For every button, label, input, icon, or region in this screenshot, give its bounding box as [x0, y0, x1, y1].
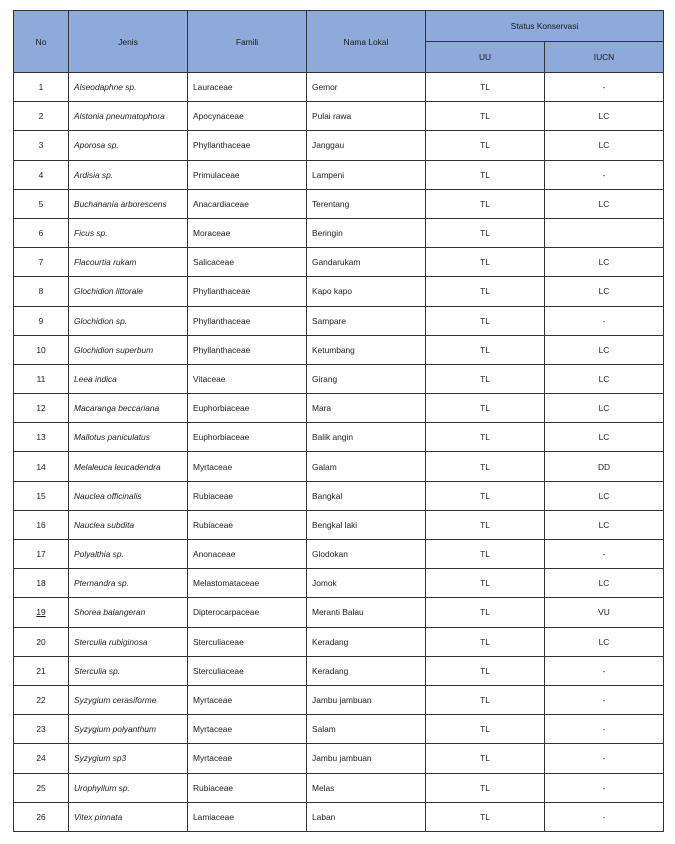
cell-iucn: DD	[545, 452, 664, 481]
table-row	[14, 802, 664, 831]
table-row	[14, 685, 664, 714]
header-no: No	[14, 11, 69, 73]
cell-uu: TL	[426, 598, 545, 627]
cell-jenis: Alstonia pneumatophora	[69, 102, 188, 131]
cell-nama-lokal: Pulai rawa	[307, 102, 426, 131]
cell-jenis: Flacourtia rukam	[69, 248, 188, 277]
table-row	[14, 306, 664, 335]
cell-iucn: LC	[545, 102, 664, 131]
cell-uu: TL	[426, 452, 545, 481]
cell-iucn: LC	[545, 569, 664, 598]
cell-famili: Phyllanthaceae	[188, 277, 307, 306]
cell-famili: Anacardiaceae	[188, 189, 307, 218]
cell-no: 6	[14, 218, 69, 247]
cell-famili: Euphorbiaceae	[188, 423, 307, 452]
cell-no: 11	[14, 364, 69, 393]
cell-jenis: Sterculia sp.	[69, 656, 188, 685]
table-row	[14, 452, 664, 481]
table-row	[14, 540, 664, 569]
cell-uu: TL	[426, 189, 545, 218]
cell-jenis: Melaleuca leucadendra	[69, 452, 188, 481]
cell-jenis: Polyalthia sp.	[69, 540, 188, 569]
cell-jenis: Shorea balangeran	[69, 598, 188, 627]
cell-no: 26	[14, 802, 69, 831]
table-row	[14, 131, 664, 160]
cell-iucn: LC	[545, 189, 664, 218]
cell-nama-lokal: Terentang	[307, 189, 426, 218]
table-row	[14, 335, 664, 364]
cell-jenis: Leea indica	[69, 364, 188, 393]
header-iucn: IUCN	[545, 42, 664, 73]
cell-no: 7	[14, 248, 69, 277]
cell-iucn: -	[545, 685, 664, 714]
cell-famili: Lamiaceae	[188, 802, 307, 831]
cell-iucn: LC	[545, 364, 664, 393]
cell-famili: Phyllanthaceae	[188, 131, 307, 160]
cell-no: 22	[14, 685, 69, 714]
cell-nama-lokal: Jambu jambuan	[307, 744, 426, 773]
table-row	[14, 248, 664, 277]
cell-iucn: LC	[545, 394, 664, 423]
cell-famili: Rubiaceae	[188, 481, 307, 510]
cell-jenis: Syzygium cerasiforme	[69, 685, 188, 714]
cell-uu: TL	[426, 510, 545, 539]
cell-iucn: LC	[545, 248, 664, 277]
header-uu: UU	[426, 42, 545, 73]
table-row	[14, 218, 664, 247]
cell-famili: Rubiaceae	[188, 510, 307, 539]
table-body	[14, 73, 664, 832]
cell-jenis: Mallotus paniculatus	[69, 423, 188, 452]
table-row	[14, 510, 664, 539]
cell-uu: TL	[426, 540, 545, 569]
cell-uu: TL	[426, 335, 545, 364]
cell-nama-lokal: Sampare	[307, 306, 426, 335]
cell-no: 19	[14, 598, 69, 627]
cell-iucn: LC	[545, 131, 664, 160]
cell-jenis: Ficus sp.	[69, 218, 188, 247]
cell-nama-lokal: Kapo kapo	[307, 277, 426, 306]
cell-uu: TL	[426, 569, 545, 598]
table-row	[14, 656, 664, 685]
cell-jenis: Nauclea officinalis	[69, 481, 188, 510]
cell-uu: TL	[426, 364, 545, 393]
table-row	[14, 364, 664, 393]
cell-no: 15	[14, 481, 69, 510]
table-row	[14, 715, 664, 744]
cell-famili: Euphorbiaceae	[188, 394, 307, 423]
table-row	[14, 102, 664, 131]
cell-iucn: VU	[545, 598, 664, 627]
cell-iucn: -	[545, 715, 664, 744]
cell-iucn: -	[545, 802, 664, 831]
cell-uu: TL	[426, 481, 545, 510]
table-row	[14, 481, 664, 510]
cell-famili: Apocynaceae	[188, 102, 307, 131]
cell-no: 5	[14, 189, 69, 218]
cell-famili: Myrtaceae	[188, 452, 307, 481]
cell-no: 12	[14, 394, 69, 423]
cell-nama-lokal: Keradang	[307, 627, 426, 656]
cell-nama-lokal: Melas	[307, 773, 426, 802]
cell-no: 14	[14, 452, 69, 481]
cell-nama-lokal: Bengkal laki	[307, 510, 426, 539]
cell-famili: Anonaceae	[188, 540, 307, 569]
cell-uu: TL	[426, 160, 545, 189]
cell-no: 24	[14, 744, 69, 773]
cell-iucn: -	[545, 744, 664, 773]
cell-uu: TL	[426, 715, 545, 744]
table-row	[14, 160, 664, 189]
cell-uu: TL	[426, 248, 545, 277]
cell-iucn: -	[545, 656, 664, 685]
cell-famili: Salicaceae	[188, 248, 307, 277]
cell-nama-lokal: Balik angin	[307, 423, 426, 452]
cell-uu: TL	[426, 802, 545, 831]
cell-no: 21	[14, 656, 69, 685]
cell-iucn: LC	[545, 510, 664, 539]
table-row	[14, 627, 664, 656]
cell-jenis: Macaranga beccariana	[69, 394, 188, 423]
cell-uu: TL	[426, 102, 545, 131]
cell-jenis: Pternandra sp.	[69, 569, 188, 598]
cell-nama-lokal: Gandarukam	[307, 248, 426, 277]
cell-jenis: Glochidion superbum	[69, 335, 188, 364]
cell-jenis: Nauclea subdita	[69, 510, 188, 539]
table-row	[14, 73, 664, 102]
cell-nama-lokal: Keradang	[307, 656, 426, 685]
cell-uu: TL	[426, 277, 545, 306]
cell-no: 25	[14, 773, 69, 802]
cell-iucn: LC	[545, 277, 664, 306]
cell-nama-lokal: Gemor	[307, 73, 426, 102]
header-jenis: Jenis	[69, 11, 188, 73]
table-row	[14, 598, 664, 627]
cell-no: 23	[14, 715, 69, 744]
cell-nama-lokal: Lampeni	[307, 160, 426, 189]
cell-uu: TL	[426, 744, 545, 773]
cell-no: 2	[14, 102, 69, 131]
cell-iucn: LC	[545, 627, 664, 656]
cell-famili: Sterculiaceae	[188, 627, 307, 656]
cell-jenis: Syzygium polyanthum	[69, 715, 188, 744]
table-row	[14, 744, 664, 773]
cell-famili: Phyllanthaceae	[188, 335, 307, 364]
cell-uu: TL	[426, 656, 545, 685]
cell-nama-lokal: Mara	[307, 394, 426, 423]
cell-nama-lokal: Beringin	[307, 218, 426, 247]
cell-jenis: Glochidion sp.	[69, 306, 188, 335]
cell-famili: Moraceae	[188, 218, 307, 247]
table-row	[14, 277, 664, 306]
cell-uu: TL	[426, 306, 545, 335]
cell-famili: Myrtaceae	[188, 715, 307, 744]
cell-uu: TL	[426, 73, 545, 102]
cell-nama-lokal: Meranti Balau	[307, 598, 426, 627]
cell-uu: TL	[426, 218, 545, 247]
cell-iucn	[545, 218, 664, 247]
cell-jenis: Glochidion littorale	[69, 277, 188, 306]
cell-jenis: Buchanania arborescens	[69, 189, 188, 218]
cell-no: 10	[14, 335, 69, 364]
cell-uu: TL	[426, 394, 545, 423]
cell-famili: Vitaceae	[188, 364, 307, 393]
cell-nama-lokal: Salam	[307, 715, 426, 744]
table-row	[14, 423, 664, 452]
cell-iucn: -	[545, 540, 664, 569]
cell-nama-lokal: Girang	[307, 364, 426, 393]
cell-jenis: Alseodaphne sp.	[69, 73, 188, 102]
table-row	[14, 569, 664, 598]
cell-no: 4	[14, 160, 69, 189]
cell-jenis: Aporosa sp.	[69, 131, 188, 160]
cell-uu: TL	[426, 423, 545, 452]
cell-uu: TL	[426, 131, 545, 160]
cell-iucn: -	[545, 160, 664, 189]
cell-famili: Lauraceae	[188, 73, 307, 102]
cell-uu: TL	[426, 685, 545, 714]
cell-uu: TL	[426, 773, 545, 802]
cell-iucn: LC	[545, 335, 664, 364]
cell-famili: Myrtaceae	[188, 744, 307, 773]
table-row	[14, 394, 664, 423]
cell-famili: Myrtaceae	[188, 685, 307, 714]
cell-famili: Sterculiaceae	[188, 656, 307, 685]
cell-no: 3	[14, 131, 69, 160]
cell-nama-lokal: Ketumbang	[307, 335, 426, 364]
cell-iucn: LC	[545, 481, 664, 510]
cell-no: 13	[14, 423, 69, 452]
cell-nama-lokal: Galam	[307, 452, 426, 481]
cell-nama-lokal: Jomok	[307, 569, 426, 598]
cell-iucn: -	[545, 306, 664, 335]
cell-uu: TL	[426, 627, 545, 656]
cell-nama-lokal: Laban	[307, 802, 426, 831]
cell-iucn: -	[545, 73, 664, 102]
cell-jenis: Urophyllum sp.	[69, 773, 188, 802]
cell-famili: Rubiaceae	[188, 773, 307, 802]
cell-famili: Melastomataceae	[188, 569, 307, 598]
cell-no: 18	[14, 569, 69, 598]
table-row	[14, 773, 664, 802]
cell-no: 9	[14, 306, 69, 335]
species-table	[13, 10, 664, 832]
header-famili: Famili	[188, 11, 307, 73]
cell-no: 8	[14, 277, 69, 306]
header-nama-lokal: Nama Lokal	[307, 11, 426, 73]
cell-jenis: Syzygium sp3	[69, 744, 188, 773]
cell-nama-lokal: Jambu jambuan	[307, 685, 426, 714]
cell-nama-lokal: Glodokan	[307, 540, 426, 569]
cell-no: 20	[14, 627, 69, 656]
cell-no: 16	[14, 510, 69, 539]
cell-famili: Dipterocarpaceae	[188, 598, 307, 627]
header-status-konservasi: Status Konservasi	[426, 11, 664, 42]
cell-jenis: Ardisia sp.	[69, 160, 188, 189]
cell-no: 1	[14, 73, 69, 102]
cell-jenis: Sterculia rubiginosa	[69, 627, 188, 656]
cell-famili: Primulaceae	[188, 160, 307, 189]
cell-nama-lokal: Bangkal	[307, 481, 426, 510]
cell-jenis: Vitex pinnata	[69, 802, 188, 831]
cell-iucn: LC	[545, 423, 664, 452]
cell-famili: Phyllanthaceae	[188, 306, 307, 335]
cell-nama-lokal: Janggau	[307, 131, 426, 160]
cell-iucn: -	[545, 773, 664, 802]
table-row	[14, 189, 664, 218]
cell-no: 17	[14, 540, 69, 569]
